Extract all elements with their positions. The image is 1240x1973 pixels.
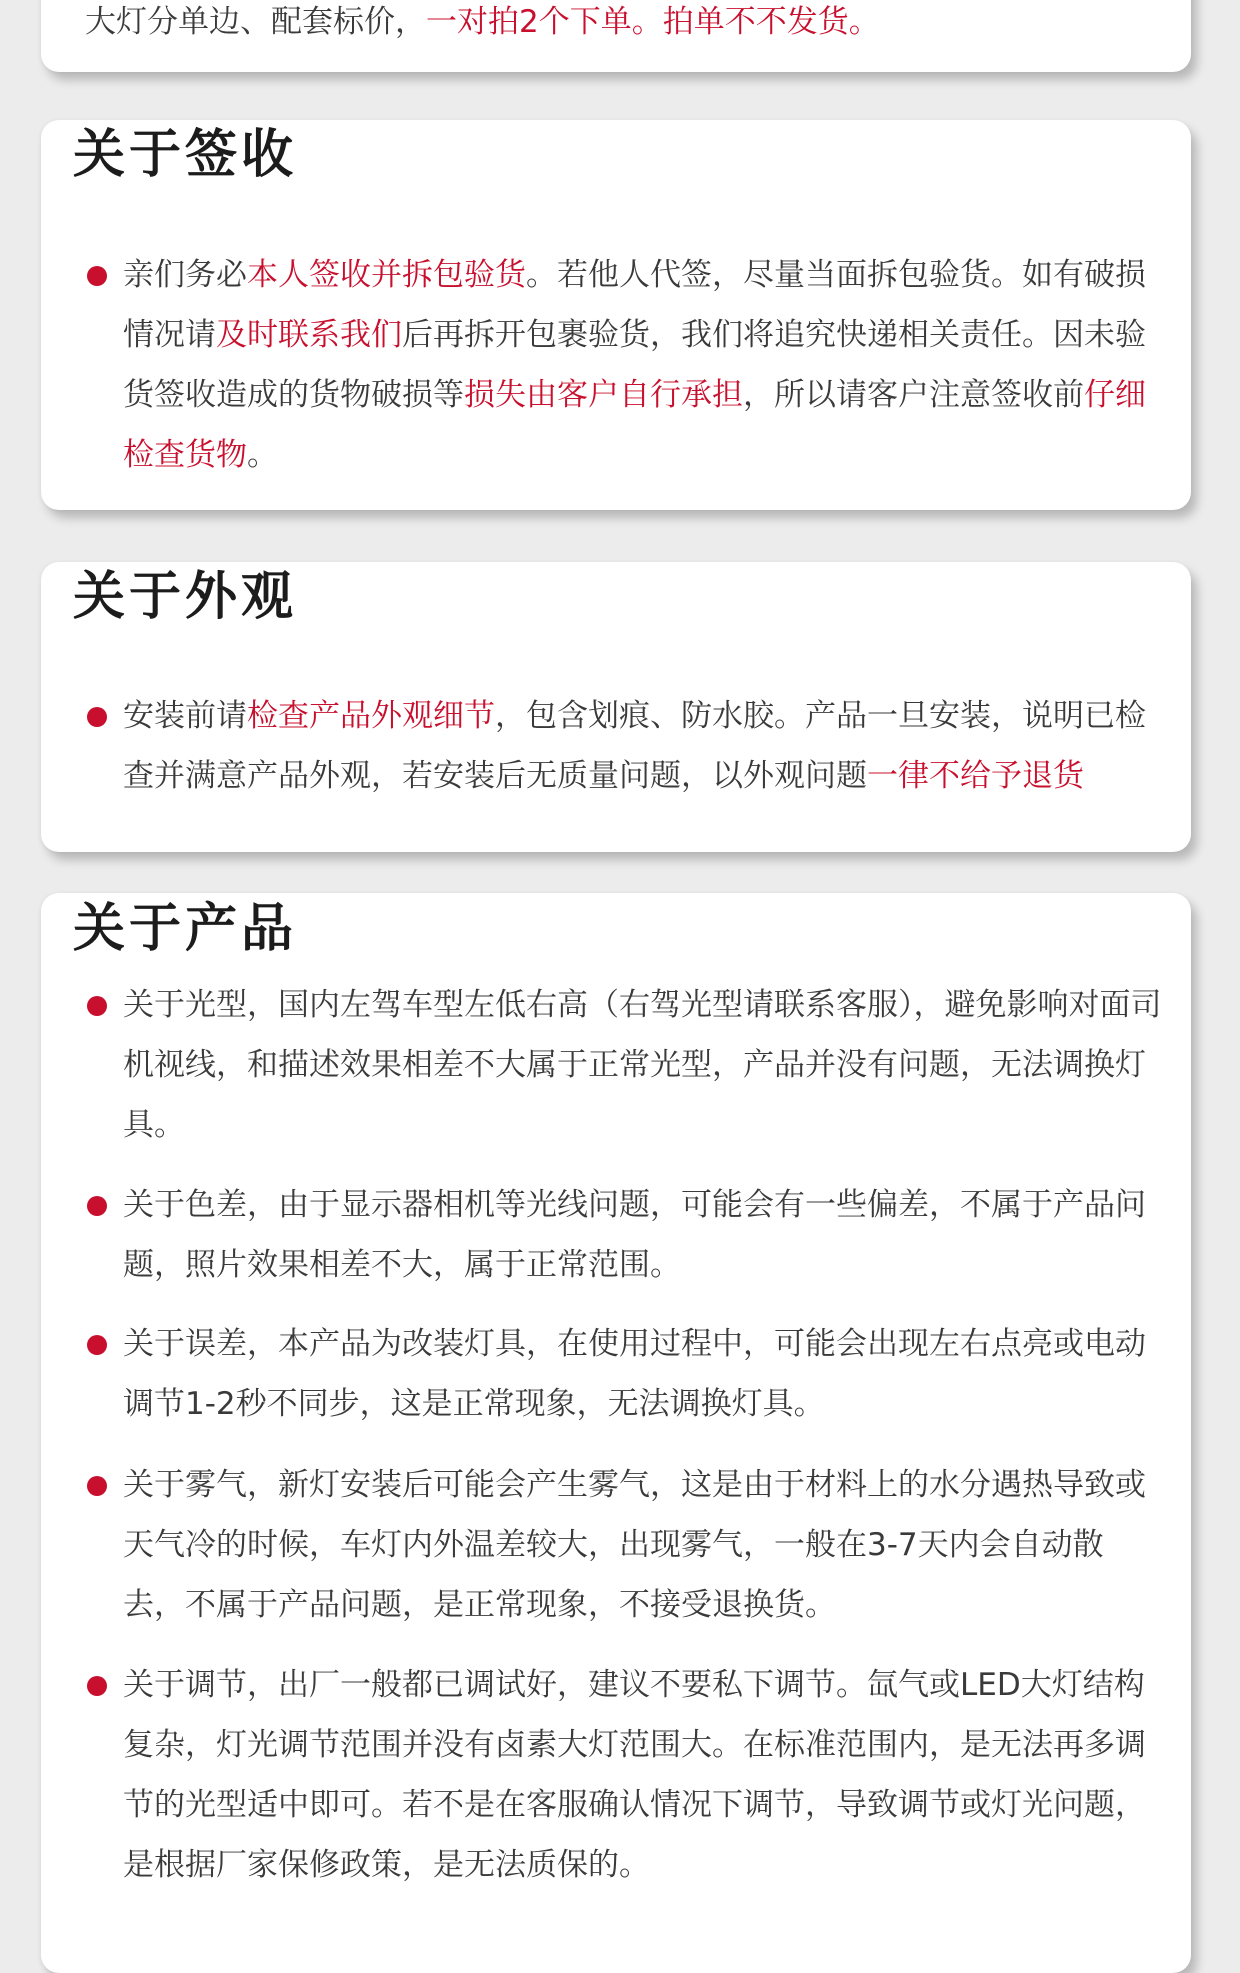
section-appearance: [41, 562, 1191, 852]
list-item: [45, 245, 1165, 485]
section-title: 关于签收: [73, 125, 298, 185]
item-text: 关于雾气，新灯安装后可能会产生雾气，这是由于材料上的水分遇热导致或天气冷的时候，车灯内外温差较大，出现雾气，一般在3-7天内会自动散去，不属于产品问题，是正常现象，不接受退换货。: [123, 1467, 1146, 1623]
item-highlight: 本人签收并拆包验货: [247, 257, 526, 293]
item-text: 亲们务必: [123, 257, 247, 293]
list-item: [45, 1175, 1165, 1295]
red-dot-icon: [87, 1676, 107, 1696]
item-text: ，所以请客户注意签收前: [743, 377, 1084, 413]
item-highlight: 检查产品外观细节: [247, 698, 495, 734]
item-text: 关于调节，出厂一般都已调试好，建议不要私下调节。氙气或LED大灯结构复杂，灯光调节范围并没有卤素大灯范围大。在标准范围内，是无法再多调节的光型适中即可。若不是在客服确认情况下调节，导致调节或灯光问题，是根据厂家保修政策，是无法质保的。: [123, 1667, 1146, 1883]
list-item: [45, 686, 1165, 806]
section-product: [41, 893, 1191, 1973]
red-dot-icon: [87, 266, 107, 286]
red-dot-icon: [87, 1335, 107, 1355]
list-item: [45, 975, 1165, 1155]
top-note: [85, 2, 880, 42]
top-note-highlight: 一对拍2个下单。拍单不不发货。: [426, 4, 880, 40]
item-highlight: 损失由客户自行承担: [464, 377, 743, 413]
list-item: [45, 1314, 1165, 1434]
item-text: 安装前请: [123, 698, 247, 734]
top-note-text: 大灯分单边、配套标价，: [85, 4, 426, 40]
red-dot-icon: [87, 1476, 107, 1496]
item-text: 关于光型，国内左驾车型左低右高（右驾光型请联系客服），避免影响对面司机视线，和描述效果相差不大属于正常光型，产品并没有问题，无法调换灯具。: [123, 987, 1162, 1143]
section-signing: [41, 120, 1191, 510]
item-text: 。: [247, 437, 278, 473]
list-item: [45, 1455, 1165, 1635]
section-title: 关于外观: [73, 567, 298, 627]
item-text: 关于色差，由于显示器相机等光线问题，可能会有一些偏差，不属于产品问题，照片效果相差不大，属于正常范围。: [123, 1187, 1146, 1283]
item-text: 。若他人代签，尽量当面拆包验货。如有破损情况请: [123, 257, 1146, 353]
red-dot-icon: [87, 996, 107, 1016]
item-highlight: 及时联系我们: [216, 317, 402, 353]
list-item: [45, 1655, 1165, 1895]
section-title: 关于产品: [73, 899, 298, 959]
item-highlight: 一律不给予退货: [867, 758, 1084, 794]
item-text: 后再拆开包裹验货，我们将追究快递相关责任。因未验货签收造成的货物破损等: [123, 317, 1146, 413]
item-highlight: 仔细检查货物: [123, 377, 1146, 473]
red-dot-icon: [87, 707, 107, 727]
red-dot-icon: [87, 1196, 107, 1216]
item-text: 关于误差，本产品为改装灯具，在使用过程中，可能会出现左右点亮或电动调节1-2秒不同步，这是正常现象，无法调换灯具。: [123, 1326, 1146, 1422]
item-text: ，包含划痕、防水胶。产品一旦安装，说明已检查并满意产品外观，若安装后无质量问题，以外观问题: [123, 698, 1146, 794]
notice-card-top: [41, 0, 1191, 72]
